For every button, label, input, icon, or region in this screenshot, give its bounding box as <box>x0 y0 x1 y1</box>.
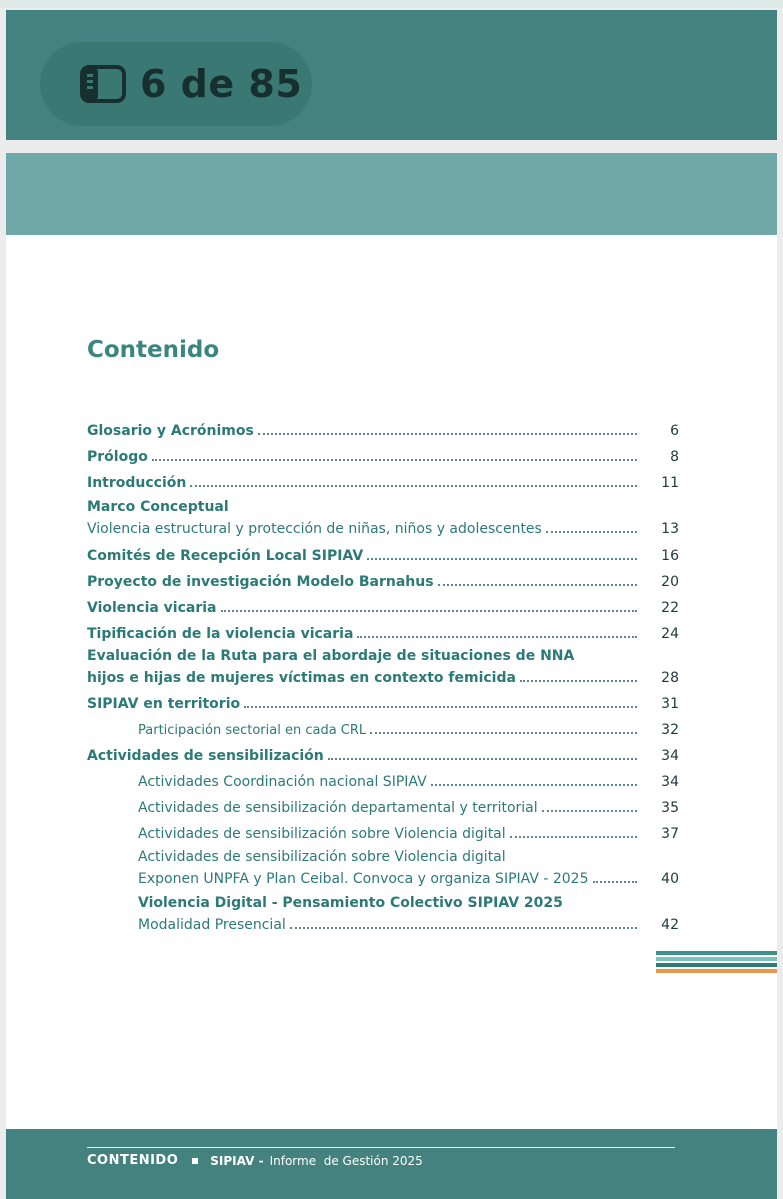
document-page <box>6 153 777 1199</box>
toc-page-number: 13 <box>661 521 679 537</box>
toc-subentry[interactable] <box>87 822 679 842</box>
dot-leader <box>510 836 637 838</box>
toc-entry[interactable] <box>87 544 679 564</box>
dot-leader <box>290 927 637 929</box>
toc-entry-label: Proyecto de investigación Modelo Barnahus <box>87 574 434 590</box>
toc-entry-heading: Violencia Digital - Pensamiento Colectivo SIPIAV 2025 <box>138 895 563 911</box>
toc-page-number: 28 <box>661 670 679 686</box>
toc-entry[interactable] <box>87 596 679 616</box>
toc-entry[interactable] <box>87 622 679 642</box>
footer-section: CONTENIDO <box>87 1153 179 1168</box>
toc-entry[interactable] <box>87 445 679 465</box>
toc-entry-label: Prólogo <box>87 449 148 465</box>
stripe <box>656 957 777 961</box>
toc-entry-label: Modalidad Presencial <box>138 917 286 933</box>
toc-subentry[interactable] <box>87 796 679 816</box>
toc-entry[interactable] <box>87 744 679 764</box>
page-indicator: 6 de 85 <box>140 62 303 106</box>
toc-subentry[interactable] <box>87 893 679 933</box>
toc-entry-label: Actividades de sensibilización departamental y territorial <box>138 800 538 816</box>
dot-leader <box>221 610 637 612</box>
top-strip <box>0 0 783 8</box>
dot-leader <box>244 706 637 708</box>
stripe <box>656 969 777 973</box>
toc-entry[interactable] <box>87 419 679 439</box>
dot-leader <box>328 758 637 760</box>
toc-entry-label: Tipificación de la violencia vicaria <box>87 626 354 642</box>
toc-page-number: 22 <box>661 600 679 616</box>
decorative-stripes <box>656 951 777 975</box>
toc-entry[interactable] <box>87 497 679 537</box>
dot-leader <box>152 459 637 461</box>
footer-text <box>87 1153 423 1168</box>
toc-entry-label: Participación sectorial en cada CRL <box>138 723 367 738</box>
toc-page-number: 20 <box>661 574 679 590</box>
toc-entry-label: Actividades de sensibilización <box>87 748 324 764</box>
toc-page-number: 40 <box>661 871 679 887</box>
toc-page-number: 34 <box>661 774 679 790</box>
page-indicator-button[interactable] <box>40 42 312 126</box>
toc-entry-label: Actividades de sensibilización sobre Violencia digital <box>138 826 506 842</box>
toc-subentry[interactable] <box>87 847 679 887</box>
toc-page-number: 42 <box>661 917 679 933</box>
footer-org: SIPIAV - <box>210 1153 264 1168</box>
toc-entry-label: Comités de Recepción Local SIPIAV <box>87 548 364 564</box>
dot-leader <box>520 680 637 682</box>
sidebar-toggle-icon[interactable] <box>80 65 126 103</box>
toc-entry-label: Violencia vicaria <box>87 600 217 616</box>
dot-leader <box>546 531 637 533</box>
toc-entry-label: Actividades Coordinación nacional SIPIAV <box>138 774 427 790</box>
dot-leader <box>367 558 637 560</box>
dot-leader <box>431 784 637 786</box>
dot-leader <box>357 636 637 638</box>
toc-entry[interactable] <box>87 692 679 712</box>
toc-page-number: 16 <box>661 548 679 564</box>
footer-rule <box>87 1147 675 1148</box>
toc-entry[interactable] <box>87 471 679 491</box>
stripe <box>656 963 777 967</box>
toc-entry-heading: Actividades de sensibilización sobre Violencia digital <box>138 849 506 865</box>
toc-page-number: 6 <box>670 423 679 439</box>
dot-leader <box>438 584 637 586</box>
toc-entry-label: hijos e hijas de mujeres víctimas en contexto femicida <box>87 670 516 686</box>
toc-page-number: 35 <box>661 800 679 816</box>
toc-page-number: 24 <box>661 626 679 642</box>
stripe <box>656 951 777 955</box>
page-footer <box>6 1129 777 1199</box>
viewer-header <box>6 10 777 140</box>
toc-page-number: 8 <box>670 449 679 465</box>
toc-page-number: 31 <box>661 696 679 712</box>
footer-report: Informe de Gestión 2025 <box>269 1153 423 1168</box>
dot-leader <box>190 485 637 487</box>
toc-entry[interactable] <box>87 570 679 590</box>
toc-page-number: 34 <box>661 748 679 764</box>
toc-subentry[interactable] <box>87 770 679 790</box>
toc-entry-heading: Marco Conceptual <box>87 499 229 515</box>
toc-entry-label: Introducción <box>87 475 187 491</box>
page-title: Contenido <box>87 337 220 363</box>
footer-square-icon <box>192 1158 198 1164</box>
dot-leader <box>593 881 638 883</box>
toc-entry-label: Glosario y Acrónimos <box>87 423 254 439</box>
toc-entry-label: Exponen UNPFA y Plan Ceibal. Convoca y organiza SIPIAV - 2025 <box>138 871 589 887</box>
toc-entry[interactable] <box>87 646 679 686</box>
toc-page-number: 37 <box>661 826 679 842</box>
dot-leader <box>258 433 637 435</box>
page-header-band <box>6 153 777 235</box>
toc-entry-heading: Evaluación de la Ruta para el abordaje de situaciones de NNA <box>87 648 575 664</box>
toc-page-number: 11 <box>661 475 679 491</box>
dot-leader <box>542 810 637 812</box>
toc-entry-label: Violencia estructural y protección de niñas, niños y adolescentes <box>87 521 542 537</box>
toc-subentry[interactable] <box>87 718 679 738</box>
toc-entry-label: SIPIAV en territorio <box>87 696 241 712</box>
dot-leader <box>370 732 637 734</box>
toc-page-number: 32 <box>661 722 679 738</box>
